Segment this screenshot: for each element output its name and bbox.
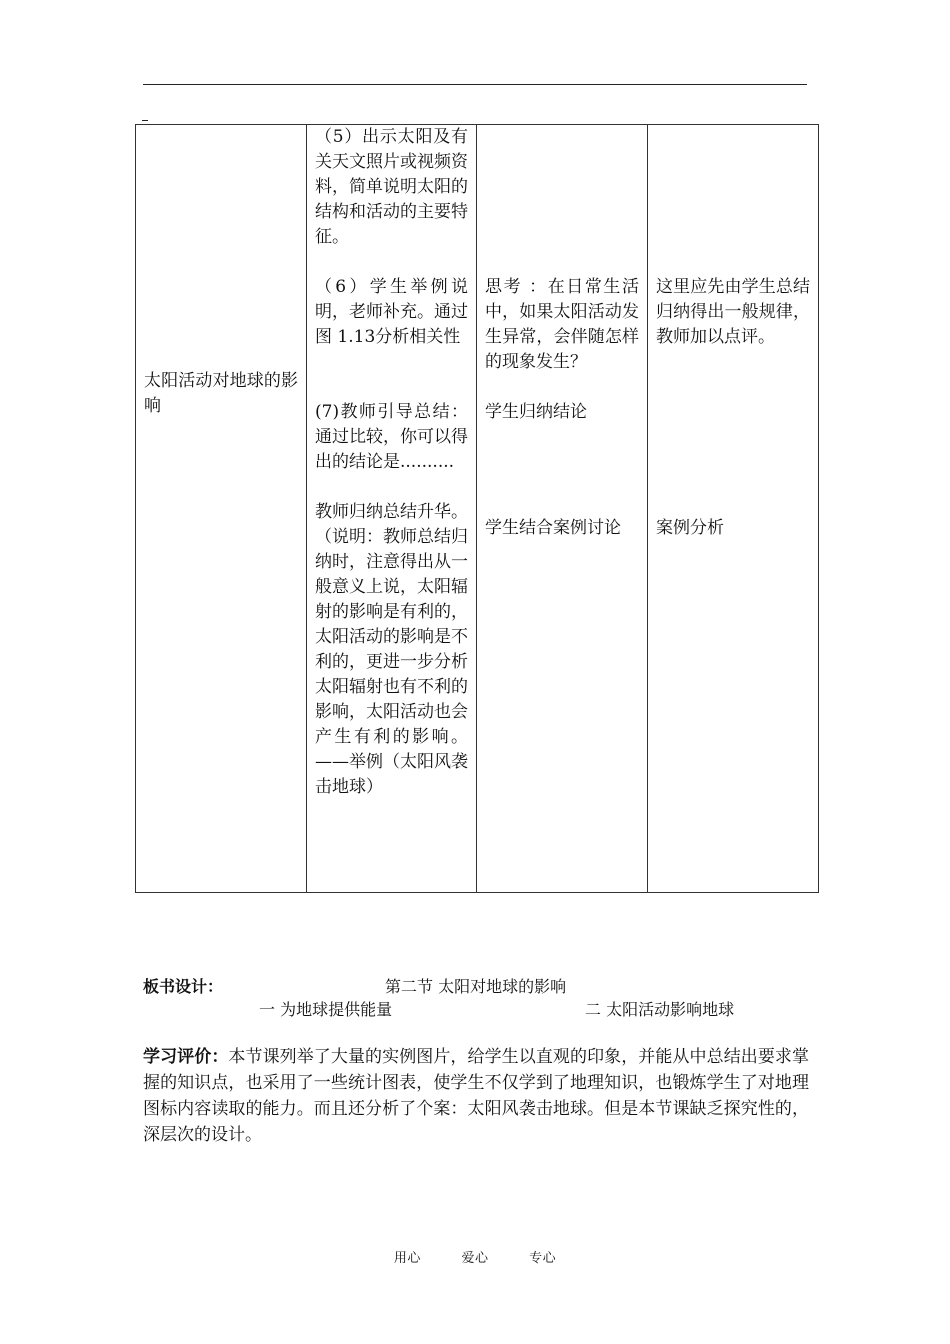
- table-corner-mark: [142, 120, 148, 121]
- board-point-1: 一 为地球提供能量: [259, 1000, 393, 1019]
- board-title: 第二节 太阳对地球的影响: [385, 977, 567, 996]
- student-conclude: 学生归纳结论: [485, 402, 587, 422]
- teacher-note: （说明：教师总结归纳时，注意得出从一般意义上说，太阳辐射的影响是有利的，太阳活动的影响是不利的，更进一步分析太阳辐射也有不利的影响，太阳活动也会产生有利的影响。——举例（太阳风袭击地球）: [315, 527, 468, 797]
- student-activity-cell: [477, 125, 648, 893]
- evaluation-label: 学习评价：: [143, 1047, 229, 1067]
- remark-case: 案例分析: [656, 518, 724, 538]
- topic-text: 太阳活动对地球的影响: [144, 370, 298, 416]
- student-discuss: 学生结合案例讨论: [485, 518, 621, 538]
- footer-word-3: 专心: [529, 1251, 557, 1266]
- remarks-cell: [648, 125, 819, 893]
- evaluation-text: 本节课列举了大量的实例图片，给学生以直观的印象，并能从中总结出要求掌握的知识点，也采用了一些统计图表，使学生不仅学到了地理知识，也锻炼学生了对地理图标内容读取的能力。而且还分析了个案：太阳风袭击地球。但是本节课缺乏探究性的，深层次的设计。: [143, 1047, 810, 1145]
- teacher-step-7: (7)教师引导总结：通过比较，你可以得出的结论是..........: [315, 402, 468, 472]
- teacher-activity-cell: [307, 125, 477, 893]
- student-think: 思考 ：在日常生活中，如果太阳活动发生异常，会伴随怎样的现象发生？: [485, 277, 639, 372]
- page-footer: [0, 1247, 950, 1266]
- board-point-2: 二 太阳活动影响地球: [585, 1000, 735, 1019]
- topic-cell: [136, 125, 307, 893]
- header-rule: [143, 84, 807, 85]
- table-row: [136, 125, 819, 893]
- teacher-summary: 教师归纳总结升华。: [315, 502, 468, 522]
- teacher-step-6: （6）学生举例说明，老师补充。通过图 1.13分析相关性: [315, 277, 468, 347]
- teacher-step-5: （5）出示太阳及有关天文照片或视频资料，简单说明太阳的结构和活动的主要特征。: [315, 127, 468, 247]
- learning-evaluation: [143, 1044, 809, 1148]
- footer-word-1: 用心: [393, 1251, 421, 1266]
- remark-rule: 这里应先由学生总结归纳得出一般规律，教师加以点评。: [656, 277, 810, 347]
- board-label: 板书设计：: [143, 977, 224, 996]
- footer-word-2: 爱心: [461, 1251, 489, 1266]
- lesson-table: [135, 124, 819, 893]
